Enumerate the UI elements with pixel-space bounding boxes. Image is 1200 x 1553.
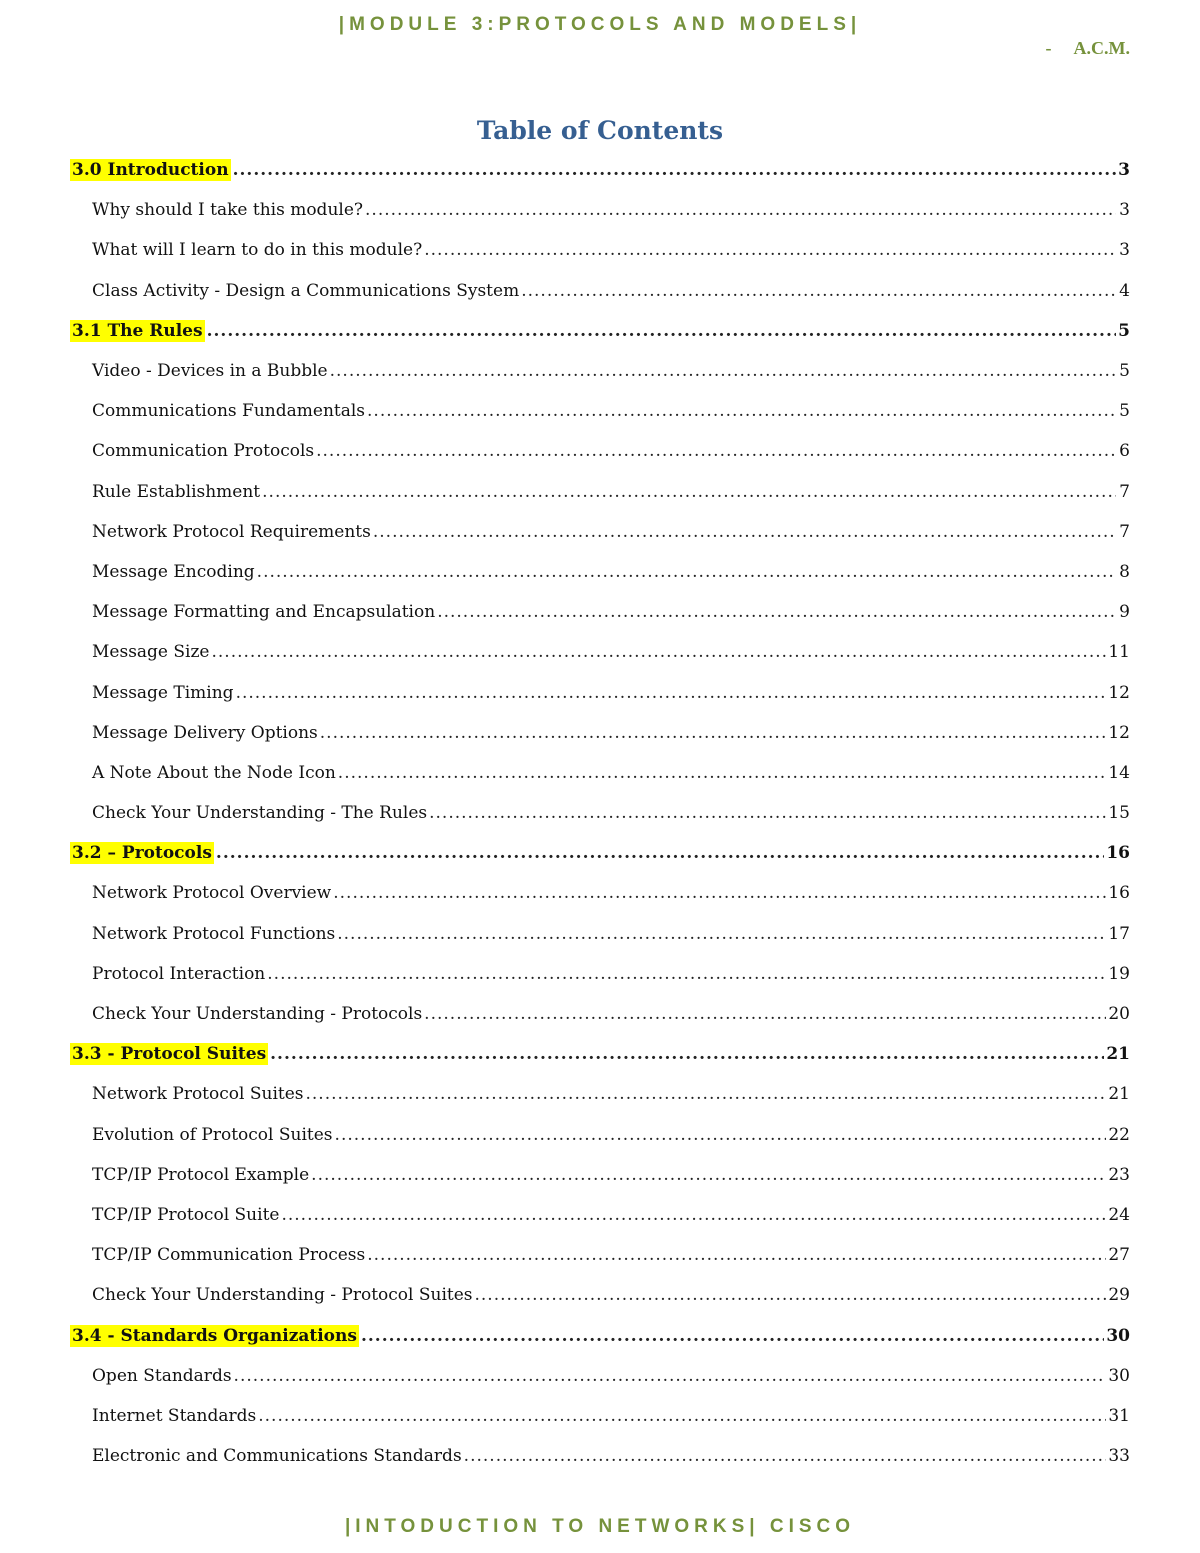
toc-title: Table of Contents <box>476 116 724 145</box>
toc-dot-leader <box>521 281 1116 301</box>
toc-dot-leader <box>367 1245 1106 1265</box>
toc-dot-leader <box>337 924 1106 944</box>
toc-dot-leader <box>267 964 1106 984</box>
toc-page-number: 5 <box>1119 361 1130 382</box>
toc-page-number: 33 <box>1108 1446 1130 1467</box>
toc-subsection-entry[interactable] <box>70 512 1130 552</box>
toc-subsection-entry[interactable] <box>70 271 1130 311</box>
toc-page-number: 24 <box>1108 1204 1130 1225</box>
toc-dot-leader <box>236 683 1107 703</box>
toc-entry-label: Internet Standards <box>92 1405 257 1426</box>
table-of-contents <box>70 150 1130 1476</box>
toc-entry-label: Message Size <box>92 642 210 663</box>
toc-entry-label: Network Protocol Requirements <box>92 521 371 542</box>
toc-entry-label: Communication Protocols <box>92 441 315 462</box>
toc-page-number: 30 <box>1106 1325 1130 1346</box>
toc-dot-leader <box>262 482 1116 502</box>
toc-dot-leader <box>216 843 1104 863</box>
toc-subsection-entry[interactable] <box>70 1436 1130 1476</box>
toc-dot-leader <box>316 441 1116 461</box>
toc-dot-leader <box>429 803 1106 823</box>
toc-page-number: 30 <box>1108 1365 1130 1386</box>
toc-page-number: 31 <box>1108 1405 1130 1426</box>
toc-entry-label: Message Timing <box>92 682 234 703</box>
toc-page-number: 29 <box>1108 1285 1130 1306</box>
toc-dot-leader <box>424 1004 1106 1024</box>
toc-entry-label: Rule Establishment <box>92 481 261 502</box>
toc-page-number: 20 <box>1108 1004 1130 1025</box>
toc-subsection-entry[interactable] <box>70 351 1130 391</box>
toc-dot-leader <box>234 1366 1107 1386</box>
toc-page-number: 11 <box>1108 642 1130 663</box>
toc-dot-leader <box>270 1044 1104 1064</box>
toc-entry-label: A Note About the Node Icon <box>92 762 336 783</box>
toc-dot-leader <box>330 361 1116 381</box>
toc-dot-leader <box>306 1084 1107 1104</box>
toc-page-number: 3 <box>1119 240 1130 261</box>
toc-subsection-entry[interactable] <box>70 632 1130 672</box>
toc-subsection-entry[interactable] <box>70 753 1130 793</box>
toc-page-number: 5 <box>1118 320 1130 341</box>
toc-subsection-entry[interactable] <box>70 914 1130 954</box>
toc-dot-leader <box>437 602 1116 622</box>
toc-entry-label: Video - Devices in a Bubble <box>92 361 328 382</box>
toc-page-number: 3 <box>1119 200 1130 221</box>
toc-entry-label: Open Standards <box>92 1365 232 1386</box>
toc-section-entry[interactable] <box>70 1315 1130 1355</box>
toc-section-entry[interactable] <box>70 1034 1130 1074</box>
toc-dot-leader <box>361 1326 1104 1346</box>
toc-dot-leader <box>475 1285 1107 1305</box>
toc-entry-label: Electronic and Communications Standards <box>92 1446 462 1467</box>
toc-subsection-entry[interactable] <box>70 1155 1130 1195</box>
toc-page-number: 6 <box>1119 441 1130 462</box>
toc-entry-label: Why should I take this module? <box>92 200 364 221</box>
toc-dot-leader <box>320 723 1107 743</box>
toc-dot-leader <box>464 1446 1107 1466</box>
toc-entry-label: 3.4 - Standards Organizations <box>72 1325 357 1346</box>
author-line <box>1046 38 1131 59</box>
toc-entry-label: TCP/IP Protocol Example <box>92 1164 310 1185</box>
toc-subsection-entry[interactable] <box>70 954 1130 994</box>
author-dash: - <box>1045 38 1052 58</box>
toc-entry-label: Network Protocol Functions <box>92 923 336 944</box>
toc-entry-label: Message Encoding <box>92 561 255 582</box>
toc-section-entry[interactable] <box>70 833 1130 873</box>
toc-section-entry[interactable] <box>70 150 1130 190</box>
toc-dot-leader <box>367 401 1116 421</box>
toc-page-number: 21 <box>1108 1084 1130 1105</box>
toc-page-number: 27 <box>1108 1245 1130 1266</box>
toc-entry-label: 3.1 The Rules <box>72 320 203 341</box>
toc-entry-label: TCP/IP Communication Process <box>92 1245 366 1266</box>
toc-page-number: 23 <box>1108 1164 1130 1185</box>
toc-page-number: 17 <box>1108 923 1130 944</box>
toc-entry-label: 3.0 Introduction <box>72 160 229 181</box>
toc-section-entry[interactable] <box>70 311 1130 351</box>
toc-dot-leader <box>333 883 1106 903</box>
toc-subsection-entry[interactable] <box>70 1235 1130 1275</box>
toc-entry-label: Communications Fundamentals <box>92 401 366 422</box>
toc-entry-label: Class Activity - Design a Communications System <box>92 280 520 301</box>
toc-page-number: 8 <box>1119 561 1130 582</box>
toc-page-number: 22 <box>1108 1124 1130 1145</box>
toc-page-number: 12 <box>1108 682 1130 703</box>
toc-page-number: 16 <box>1108 883 1130 904</box>
toc-entry-label: Check Your Understanding - Protocol Suites <box>92 1285 473 1306</box>
toc-dot-leader <box>311 1165 1106 1185</box>
toc-entry-label: Check Your Understanding - Protocols <box>92 1004 423 1025</box>
toc-page-number: 7 <box>1119 521 1130 542</box>
toc-entry-label: What will I learn to do in this module? <box>92 240 423 261</box>
toc-subsection-entry[interactable] <box>70 1275 1130 1315</box>
toc-dot-leader <box>335 1125 1107 1145</box>
toc-subsection-entry[interactable] <box>70 391 1130 431</box>
toc-page-number: 7 <box>1119 481 1130 502</box>
toc-dot-leader <box>365 200 1116 220</box>
toc-subsection-entry[interactable] <box>70 1115 1130 1155</box>
toc-entry-label: Message Delivery Options <box>92 722 318 743</box>
toc-entry-label: TCP/IP Protocol Suite <box>92 1204 280 1225</box>
page-footer: |INTODUCTION TO NETWORKS| CISCO <box>344 1516 856 1537</box>
toc-entry-label: 3.3 - Protocol Suites <box>72 1044 267 1065</box>
toc-subsection-entry[interactable] <box>70 1074 1130 1114</box>
toc-subsection-entry[interactable] <box>70 190 1130 230</box>
toc-entry-label: Check Your Understanding - The Rules <box>92 803 428 824</box>
toc-subsection-entry[interactable] <box>70 1195 1130 1235</box>
toc-dot-leader <box>373 522 1116 542</box>
toc-dot-leader <box>258 1406 1106 1426</box>
toc-page-number: 12 <box>1108 722 1130 743</box>
toc-subsection-entry[interactable] <box>70 552 1130 592</box>
toc-page-number: 4 <box>1119 280 1130 301</box>
toc-page-number: 21 <box>1106 1044 1130 1065</box>
toc-page-number: 14 <box>1108 762 1130 783</box>
toc-dot-leader <box>212 642 1107 662</box>
toc-dot-leader <box>207 321 1116 341</box>
toc-entry-label: Evolution of Protocol Suites <box>92 1124 333 1145</box>
toc-entry-label: Protocol Interaction <box>92 963 266 984</box>
toc-page-number: 3 <box>1118 160 1130 181</box>
toc-subsection-entry[interactable] <box>70 672 1130 712</box>
toc-subsection-entry[interactable] <box>70 994 1130 1034</box>
toc-subsection-entry[interactable] <box>70 713 1130 753</box>
toc-subsection-entry[interactable] <box>70 1396 1130 1436</box>
toc-dot-leader <box>281 1205 1106 1225</box>
toc-subsection-entry[interactable] <box>70 431 1130 471</box>
toc-entry-label: Network Protocol Overview <box>92 883 332 904</box>
toc-subsection-entry[interactable] <box>70 472 1130 512</box>
toc-entry-label: Message Formatting and Encapsulation <box>92 602 436 623</box>
toc-subsection-entry[interactable] <box>70 793 1130 833</box>
toc-dot-leader <box>233 160 1116 180</box>
page-header: |MODULE 3:PROTOCOLS AND MODELS| <box>338 14 862 35</box>
toc-page-number: 19 <box>1108 963 1130 984</box>
toc-page-number: 15 <box>1108 803 1130 824</box>
toc-subsection-entry[interactable] <box>70 230 1130 270</box>
toc-subsection-entry[interactable] <box>70 592 1130 632</box>
toc-page-number: 9 <box>1119 602 1130 623</box>
toc-subsection-entry[interactable] <box>70 1356 1130 1396</box>
toc-entry-label: 3.2 – Protocols <box>72 843 212 864</box>
toc-dot-leader <box>338 763 1107 783</box>
toc-dot-leader <box>424 240 1116 260</box>
toc-subsection-entry[interactable] <box>70 873 1130 913</box>
toc-page-number: 16 <box>1106 843 1130 864</box>
toc-entry-label: Network Protocol Suites <box>92 1084 304 1105</box>
toc-dot-leader <box>257 562 1116 582</box>
toc-page-number: 5 <box>1119 401 1130 422</box>
author-initials: A.C.M. <box>1073 38 1130 58</box>
